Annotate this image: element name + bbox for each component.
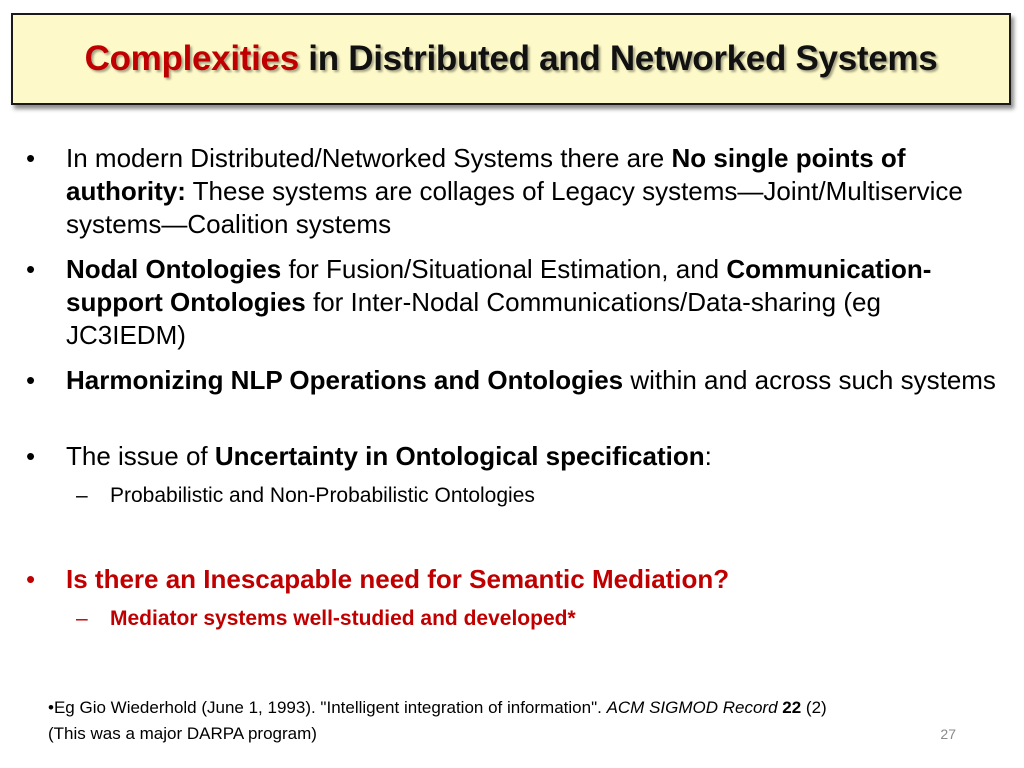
bullet-bold: No single points of authority: xyxy=(66,143,906,206)
bullet-bold: Nodal Ontologies xyxy=(66,254,282,284)
bullet-text: for Fusion/Situational Estimation, and xyxy=(281,254,727,284)
bullet-text: The issue of xyxy=(66,441,215,471)
bullet-text: In modern Distributed/Networked Systems there are xyxy=(66,143,672,173)
bullet-item-ontologies xyxy=(26,253,996,352)
bullet-item-harmonizing xyxy=(26,364,996,397)
footnote-volume: 22 xyxy=(782,698,802,717)
bullet-text: within and across such systems xyxy=(623,365,996,395)
bullet-item-semantic-mediation xyxy=(26,563,996,596)
subbullet-item-mediator xyxy=(76,605,990,633)
footnote xyxy=(48,695,1008,747)
footnote-issue: (2) xyxy=(801,698,827,717)
bullet-dot: • xyxy=(26,143,36,173)
title-accent-word: Complexities xyxy=(84,39,299,78)
bullet-dot: • xyxy=(26,564,36,594)
bullet-bold: Harmonizing NLP Operations and Ontologies xyxy=(66,365,624,395)
footnote-journal: ACM SIGMOD Record xyxy=(606,698,778,717)
subbullet-text: Mediator systems well-studied and developed* xyxy=(110,607,576,630)
footnote-line-1 xyxy=(48,695,1008,721)
subbullet-dash: – xyxy=(76,484,88,507)
bullet-item-authority xyxy=(26,142,996,241)
bullet-bold: Communication-support Ontologies xyxy=(66,254,932,317)
footnote-citation: •Eg Gio Wiederhold (June 1, 1993). "Intelligent integration of information". xyxy=(48,698,607,717)
slide-title xyxy=(85,39,938,79)
subbullet-item-probabilistic xyxy=(76,482,990,510)
footnote-line-2: (This was a major DARPA program) xyxy=(48,724,317,743)
bullet-bold: Uncertainty in Ontological specification xyxy=(214,441,705,471)
page-number: 27 xyxy=(940,726,956,742)
bullet-item-uncertainty xyxy=(26,440,996,473)
bullet-text: : xyxy=(704,441,712,471)
bullet-text: These systems are collages of Legacy systems—Joint/Multiservice systems—Coalition systems xyxy=(66,176,963,239)
bullet-bold: Is there an Inescapable need for Semantic Mediation? xyxy=(66,564,730,594)
title-rest: in Distributed and Networked Systems xyxy=(298,39,938,78)
subbullet-dash: – xyxy=(76,607,88,630)
bullet-dot: • xyxy=(26,365,36,395)
bullet-dot: • xyxy=(26,254,36,284)
subbullet-text: Probabilistic and Non-Probabilistic Ontologies xyxy=(110,484,535,507)
slide-title-box xyxy=(11,13,1011,105)
bullet-dot: • xyxy=(26,441,36,471)
bullet-text: for Inter-Nodal Communications/Data-sharing (eg JC3IEDM) xyxy=(66,287,881,350)
